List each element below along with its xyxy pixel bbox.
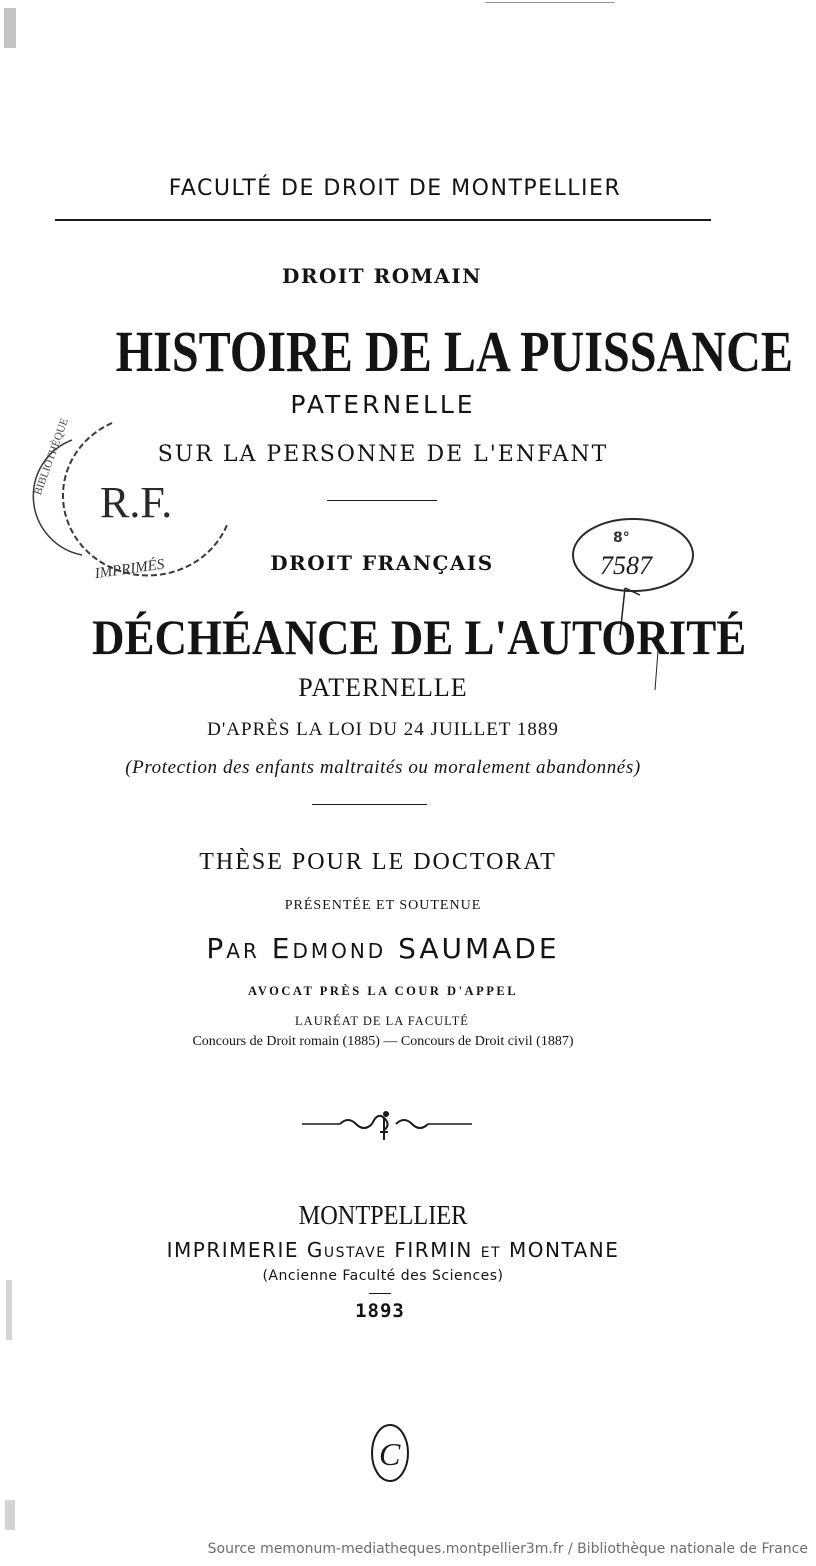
- stamp-text-top: BIBLIOTHÈQUE: [32, 416, 71, 497]
- separator-rule-2: [312, 804, 427, 805]
- shelf-stamp-icon: [565, 510, 705, 700]
- faculty-heading: FACULTÉ DE DROIT DE MONTPELLIER: [168, 176, 622, 201]
- awards-line: Concours de Droit romain (1885) — Concours de Droit civil (1887): [192, 1034, 574, 1049]
- year-dash: [369, 1293, 391, 1294]
- author-first-name: Edmond: [271, 932, 387, 965]
- stamp-initials: R.F.: [100, 478, 173, 527]
- copyright-c-icon: [368, 1420, 412, 1486]
- printer-note: (Ancienne Faculté des Sciences): [262, 1268, 504, 1284]
- author-last-name: SAUMADE: [398, 932, 560, 965]
- shelf-number: 7587: [600, 551, 652, 580]
- subtitle-protection: (Protection des enfants maltraités ou moralement abandonnés): [125, 757, 641, 778]
- roman-title-line2: PATERNELLE: [290, 390, 476, 419]
- printer-et: et: [480, 1238, 502, 1262]
- french-title-line1: DÉCHÉANCE DE L'AUTORITÉ: [92, 609, 747, 665]
- scan-noise: [5, 1500, 15, 1530]
- presented-line: PRÉSENTÉE ET SOUTENUE: [284, 898, 482, 913]
- french-title-line2: PATERNELLE: [298, 673, 468, 702]
- author-line: [0, 932, 766, 965]
- printer-word: IMPRIMERIE: [166, 1238, 299, 1262]
- roman-title-line1: HISTOIRE DE LA PUISSANCE: [115, 319, 793, 384]
- author-role: AVOCAT PRÈS LA COUR D'APPEL: [247, 984, 519, 998]
- printer-ornament-icon: [300, 1104, 475, 1144]
- laureate-line: LAURÉAT DE LA FACULTÉ: [295, 1014, 469, 1028]
- shelf-stamp-label: 8°: [613, 530, 630, 546]
- copyright-letter: C: [379, 1436, 401, 1472]
- scan-noise: [4, 8, 16, 48]
- section-french-law: DROIT FRANÇAIS: [270, 551, 494, 575]
- stamp-text-bottom: IMPRIMÉS: [93, 556, 166, 583]
- publication-year: 1893: [355, 1300, 405, 1322]
- thesis-heading: THÈSE POUR LE DOCTORAT: [199, 849, 557, 875]
- roman-title-line3: SUR LA PERSONNE DE L'ENFANT: [157, 442, 609, 467]
- scan-noise: [6, 1280, 12, 1340]
- author-par: Par: [206, 932, 260, 965]
- city: MONTPELLIER: [298, 1200, 468, 1230]
- source-footer: Source memonum-mediatheques.montpellier3m.fr / Bibliothèque nationale de France: [207, 1541, 808, 1557]
- scan-edge-line: [485, 2, 615, 3]
- section-roman-law: DROIT ROMAIN: [282, 264, 482, 288]
- printer-name-montane: MONTANE: [508, 1238, 620, 1262]
- law-reference: D'APRÈS LA LOI DU 24 JUILLET 1889: [207, 719, 559, 740]
- printer-name-firmin: FIRMIN: [394, 1238, 473, 1262]
- separator-rule-1: [327, 500, 437, 501]
- printer-line: [0, 1238, 786, 1262]
- top-rule: [55, 219, 711, 221]
- printer-first-name: Gustave: [306, 1238, 387, 1262]
